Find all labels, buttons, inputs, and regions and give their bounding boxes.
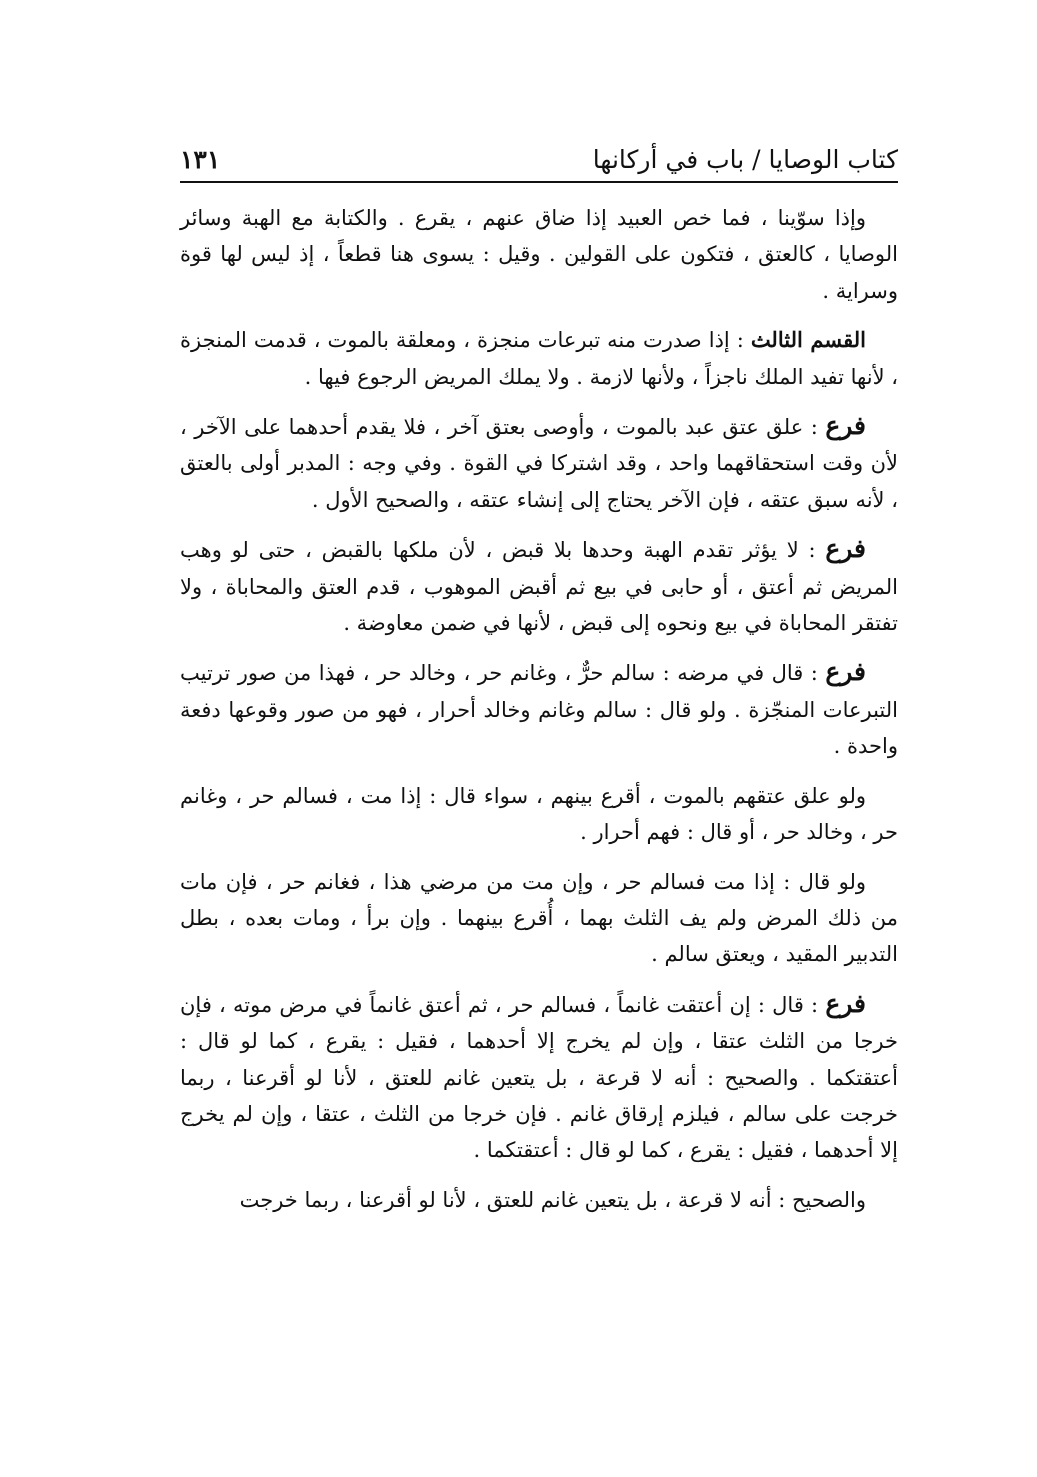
- paragraph-7: [180, 864, 898, 973]
- paragraph-text: : علق عتق عبد بالموت ، وأوصى بعتق آخر ، فلا يقدم أحدهما على الآخر ، لأن وقت استحقاقهما واحد ، وقد اشتركا في القوة . وفي وجه : المدبر أولى بالعتق ، لأنه سبق عتقه ، فإن الآخر يحتاج إلى إنشاء عتقه ، والصحيح الأول .: [180, 415, 898, 512]
- paragraph-2: [180, 322, 898, 395]
- paragraph-text: وإذا سوّينا ، فما خص العبيد إذا ضاق عنهم ، يقرع . والكتابة مع الهبة وسائر الوصايا ، كالعتق ، فتكون على القولين . وقيل : يسوى هنا قطعاً ، إذ ليس لها قوة وسراية .: [180, 206, 898, 303]
- section-heading: القسم الثالث: [750, 327, 866, 353]
- paragraph-6: [180, 778, 898, 851]
- paragraph-5: [180, 654, 898, 764]
- paragraph-1: [180, 200, 898, 309]
- paragraph-8: [180, 986, 898, 1169]
- page-header: [180, 142, 898, 182]
- page-number: ١٣١: [180, 145, 221, 174]
- running-title: كتاب الوصايا / باب في أركانها: [592, 145, 898, 174]
- paragraph-text: : لا يؤثر تقدم الهبة وحدها بلا قبض ، لأن ملكها بالقبض ، حتى لو وهب المريض ثم أعتق ، أو حابى في بيع ثم أقبض الموهوب ، قدم العتق والمحاباة ، ولا تفتقر المحاباة في بيع ونحوه إلى قبض ، لأنها في ضمن معاوضة .: [180, 538, 898, 636]
- paragraph-text: والصحيح : أنه لا قرعة ، بل يتعين غانم للعتق ، لأنا لو أقرعنا ، ربما خرجت: [239, 1187, 866, 1212]
- paragraph-text: : قال في مرضه : سالم حرٌّ ، وغانم حر ، وخالد حر ، فهذا من صور ترتيب التبرعات المنجّزة . ولو قال : سالم وغانم وخالد أحرار ، فهو من صور وقوعها دفعة واحدة .: [180, 661, 898, 759]
- far-heading: فرع: [825, 988, 866, 1018]
- paragraph-3: [180, 408, 898, 518]
- paragraph-4: [180, 531, 898, 641]
- paragraph-text: ولو قال : إذا مت فسالم حر ، وإن مت من مرضي هذا ، فغانم حر ، فإن مات من ذلك المرض ولم يف الثلث بهما ، أُقرع بينهما . وإن برأ ، ومات بعده ، بطل التدبير المقيد ، ويعتق سالم .: [180, 869, 899, 967]
- far-heading: فرع: [825, 657, 866, 687]
- header-rule: [180, 181, 898, 183]
- paragraph-text: : إذا صدرت منه تبرعات منجزة ، ومعلقة بالموت ، قدمت المنجزة ، لأنها تفيد الملك ناجزاً ، ولأنها لازمة . ولا يملك المريض الرجوع فيها .: [180, 328, 898, 389]
- paragraph-text: ولو علق عتقهم بالموت ، أقرع بينهم ، سواء قال : إذا مت ، فسالم حر ، وغانم حر ، وخالد حر ، أو قال : فهم أحرار .: [180, 783, 898, 845]
- far-heading: فرع: [825, 534, 866, 564]
- body-text: [180, 200, 898, 1231]
- paragraph-9: [180, 1182, 898, 1218]
- paragraph-text: : قال : إن أعتقت غانماً ، فسالم حر ، ثم أعتق غانماً في مرض موته ، فإن خرجا من الثلث عتقا ، وإن لم يخرج إلا أحدهما ، فقيل : يقرع ، كما لو قال : أعتقتكما . والصحيح : أنه لا قرعة ، بل يتعين غانم للعتق ، لأنا لو أقرعنا ، ربما خرجت على سالم ، فيلزم إرقاق غانم . فإن خرجا من الثلث ، عتقا ، وإن لم يخرج إلا أحدهما ، فقيل : يقرع ، كما لو قال : أعتقتكما .: [180, 992, 898, 1163]
- far-heading: فرع: [825, 411, 866, 441]
